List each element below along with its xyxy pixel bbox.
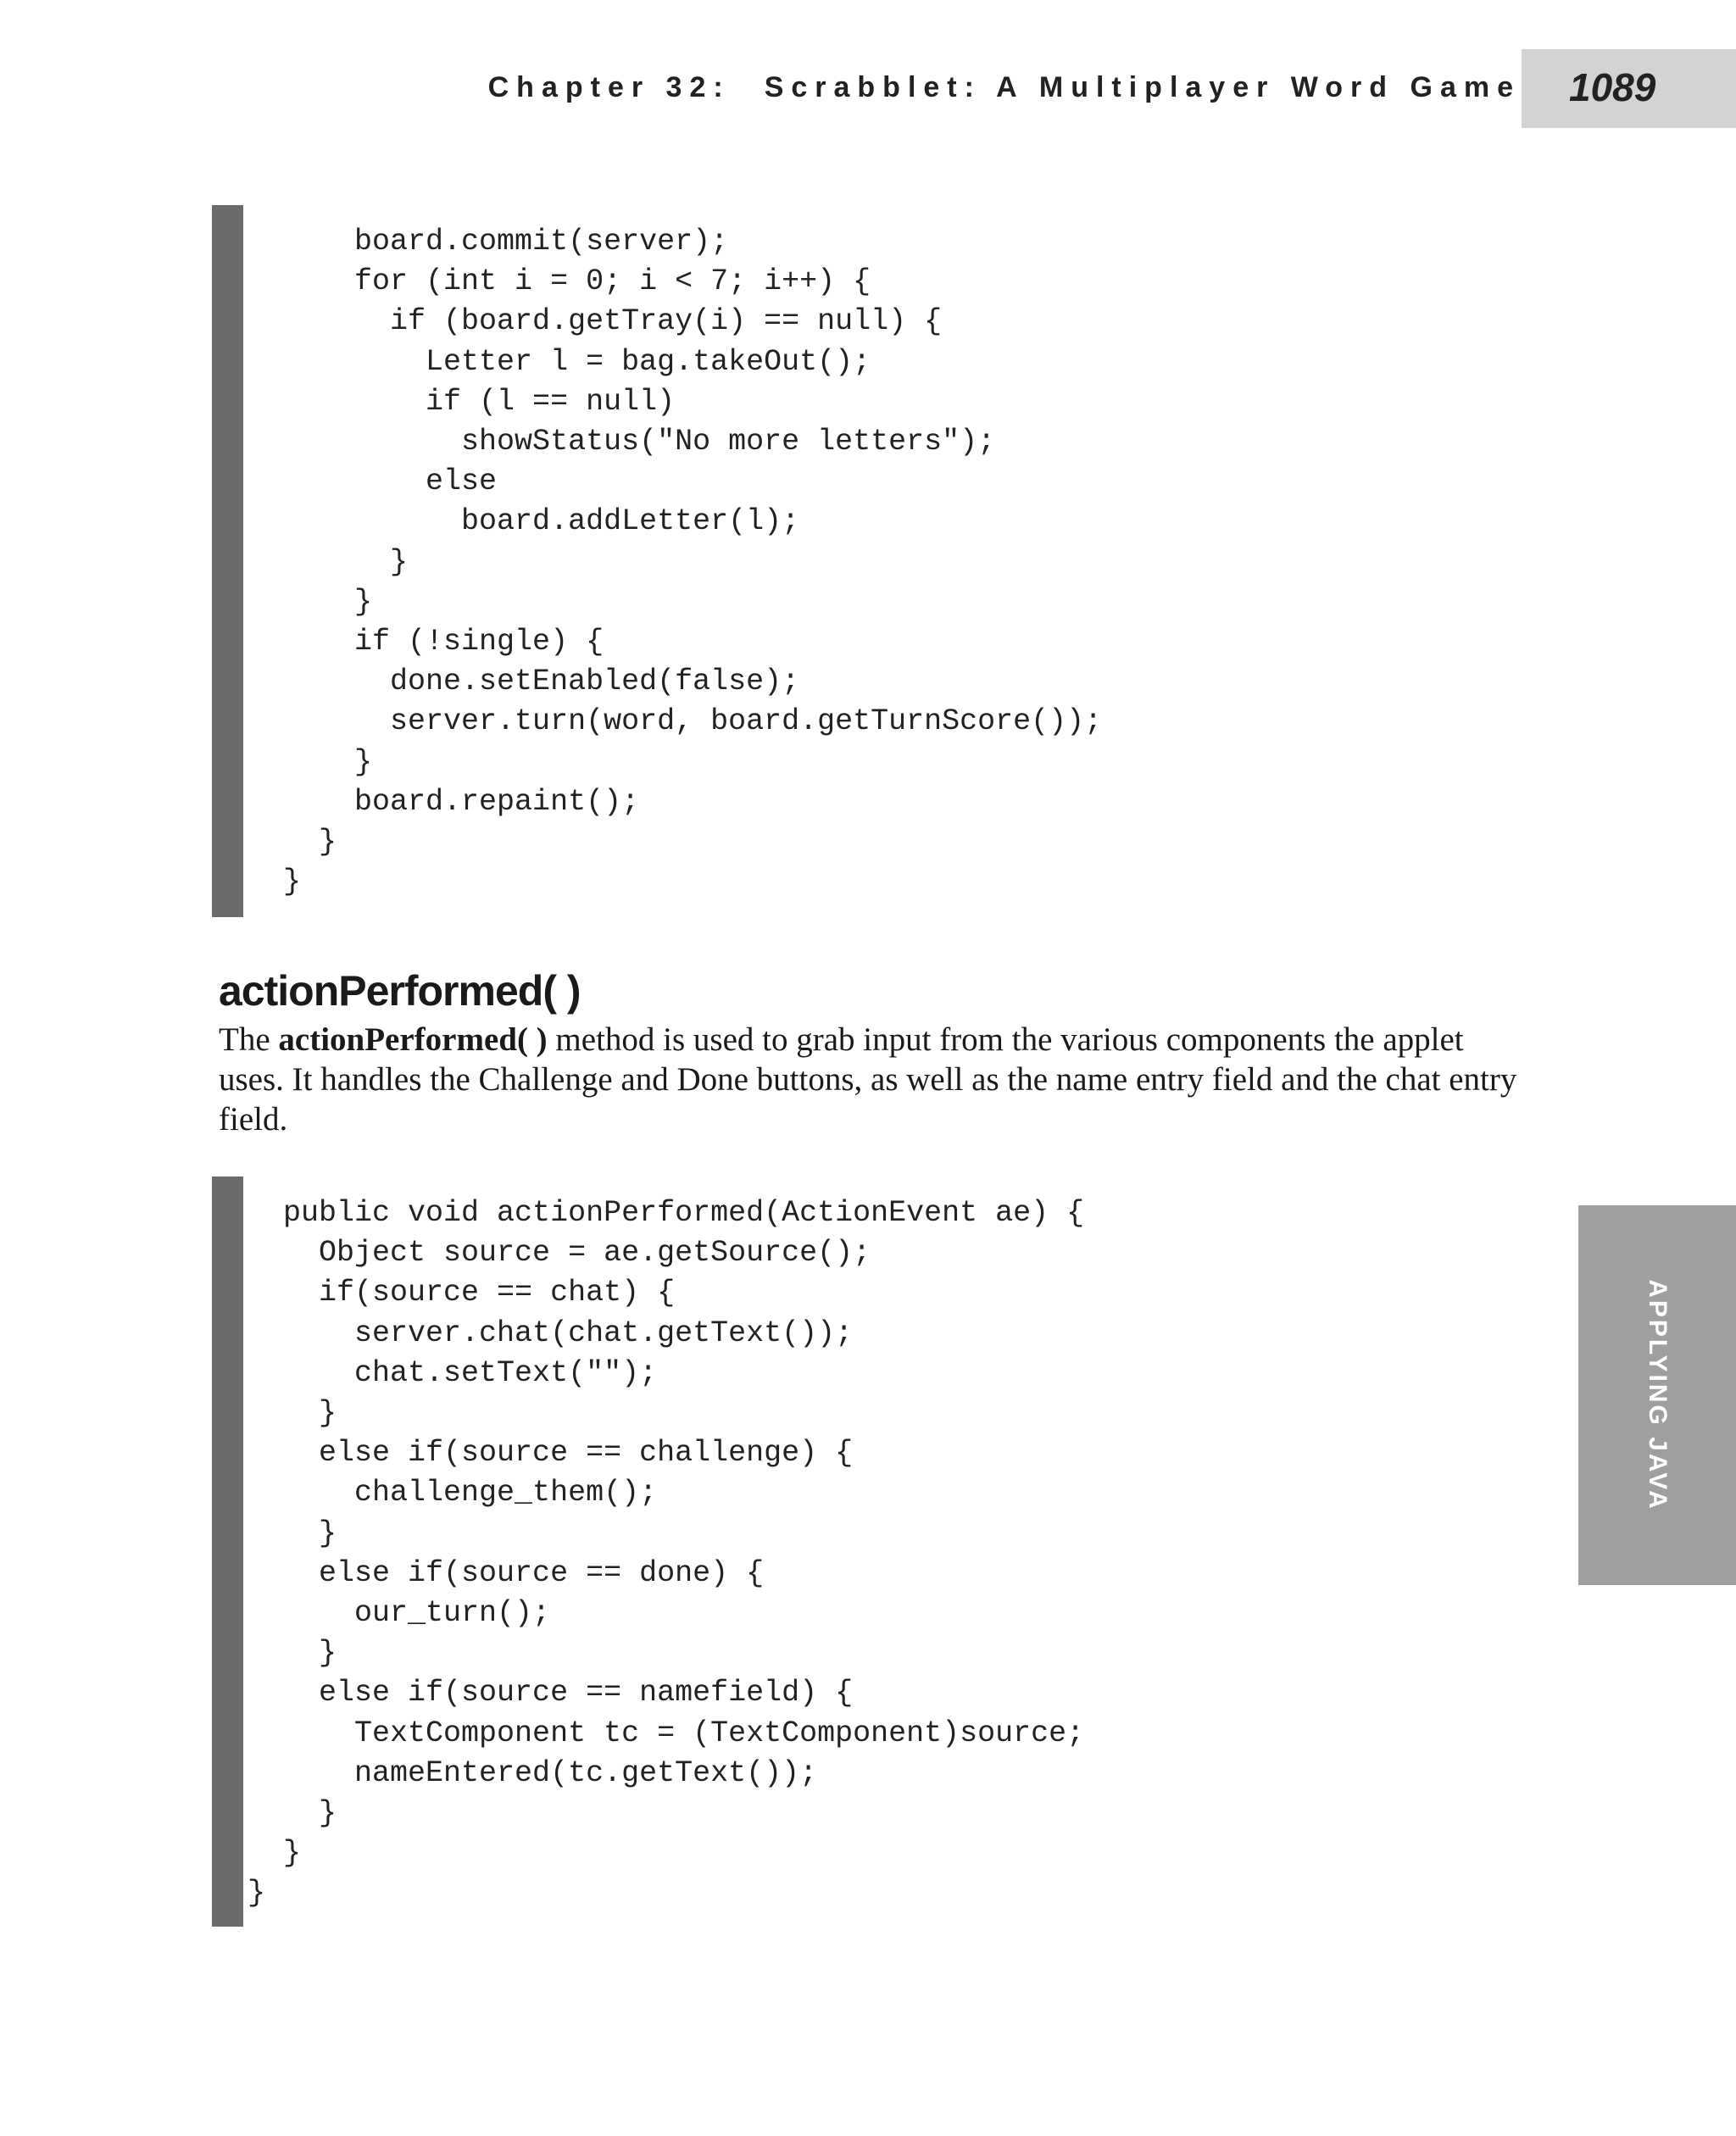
code-line: server.chat(chat.getText()); xyxy=(212,1316,854,1350)
code-line: Object source = ae.getSource(); xyxy=(212,1236,871,1271)
code-line: } xyxy=(212,1796,337,1831)
code-line: TextComponent tc = (TextComponent)source; xyxy=(212,1716,1085,1750)
code-listing-lines xyxy=(212,1193,1084,1914)
chapter-title: Scrabblet: A Multiplayer Word Game xyxy=(764,71,1521,103)
section-heading: actionPerformed( ) xyxy=(219,967,581,1015)
code-line: done.setEnabled(false); xyxy=(212,665,800,699)
code-line: else if(source == challenge) { xyxy=(212,1436,854,1471)
code-line: public void actionPerformed(ActionEvent ae) { xyxy=(212,1196,1085,1230)
code-line: if (board.getTray(i) == null) { xyxy=(212,304,943,339)
code-line: } xyxy=(212,1516,337,1550)
code-listing-2 xyxy=(212,1176,1416,1927)
code-line: } xyxy=(212,1876,266,1911)
code-line: for (int i = 0; i < 7; i++) { xyxy=(212,264,871,299)
page-number: 1089 xyxy=(1569,65,1656,109)
code-line: } xyxy=(212,584,373,619)
code-line: if (l == null) xyxy=(212,384,676,419)
paragraph-text-end: method is used to grab input from the various components the applet uses. It handles the Challenge and Done buttons, as well as the name entry field and the chat entry field. xyxy=(219,1021,1517,1138)
chapter-label: Chapter 32: xyxy=(487,71,731,103)
code-line: our_turn(); xyxy=(212,1596,551,1631)
code-line: board.commit(server); xyxy=(212,225,729,259)
code-line: } xyxy=(212,544,409,579)
code-line: if (!single) { xyxy=(212,625,604,659)
code-line: } xyxy=(212,1836,302,1871)
code-line: } xyxy=(212,865,302,899)
side-tab xyxy=(1578,1205,1736,1585)
code-line: server.turn(word, board.getTurnScore()); xyxy=(212,704,1103,739)
page-number-box xyxy=(1522,49,1736,128)
body-paragraph xyxy=(219,1020,1524,1139)
code-line: } xyxy=(212,1396,337,1431)
code-line: board.repaint(); xyxy=(212,784,640,819)
method-name-bold: actionPerformed( ) xyxy=(278,1021,548,1058)
paragraph-text-start: The xyxy=(219,1021,279,1058)
code-line: challenge_them(); xyxy=(212,1476,658,1510)
code-line: showStatus("No more letters"); xyxy=(212,425,996,459)
code-line: else xyxy=(212,464,498,499)
code-line: Letter l = bag.takeOut(); xyxy=(212,344,871,379)
running-head xyxy=(488,71,1521,104)
code-line: else if(source == namefield) { xyxy=(212,1676,854,1710)
code-line: nameEntered(tc.getText()); xyxy=(212,1755,818,1790)
code-listing-lines xyxy=(212,222,1102,902)
code-line: } xyxy=(212,744,373,779)
code-line: board.addLetter(l); xyxy=(212,504,800,539)
code-line: chat.setText(""); xyxy=(212,1355,658,1390)
code-listing-1 xyxy=(212,205,1416,917)
code-line: if(source == chat) { xyxy=(212,1276,676,1310)
code-line: } xyxy=(212,1636,337,1671)
code-line: else if(source == done) { xyxy=(212,1555,765,1590)
side-tab-label: APPLYING JAVA xyxy=(1644,1279,1672,1511)
code-line: } xyxy=(212,825,337,859)
